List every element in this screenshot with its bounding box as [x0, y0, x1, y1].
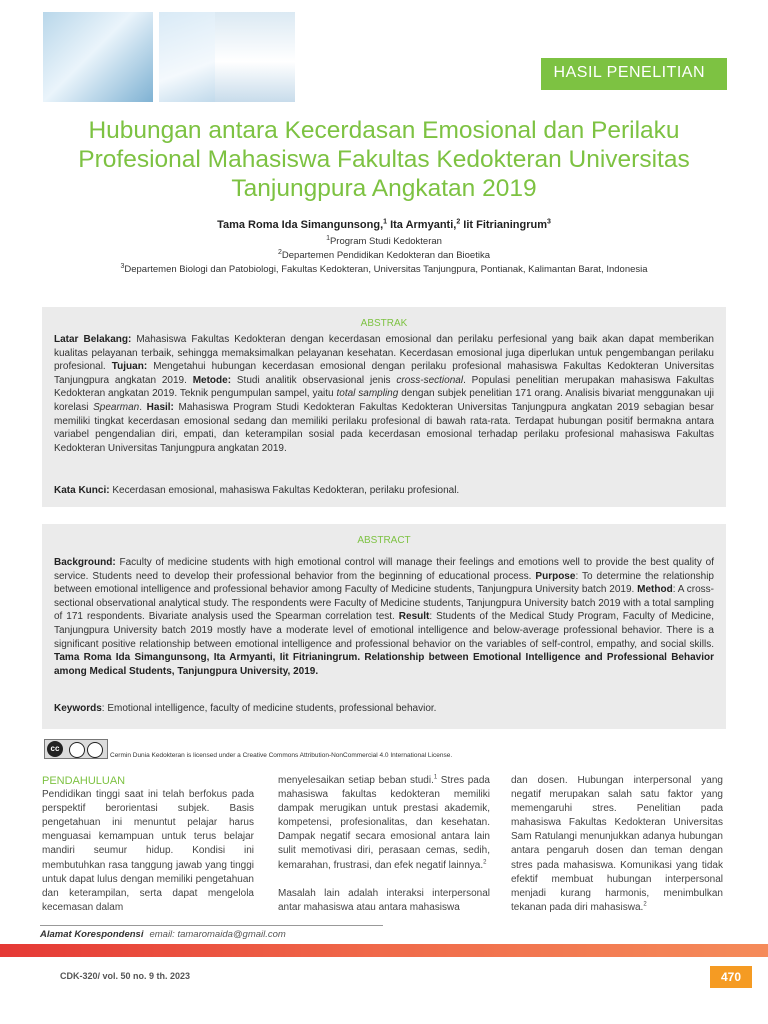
author-2: Ita Armyanti,	[387, 219, 457, 231]
abstrak-keywords: Kata Kunci: Kecerdasan emosional, mahasiswa Fakultas Kedokteran, perilaku profesional.	[54, 485, 460, 496]
header-photo-scientist	[43, 12, 153, 102]
abstract-heading: ABSTRACT	[357, 535, 411, 546]
author-list: Tama Roma Ida Simangunsong,$^1$ Ita Armyanti,$^2$ Iit Fitrianingrum$^3$	[217, 218, 551, 231]
cc-license-badge[interactable]	[44, 739, 108, 759]
noncommercial-icon	[87, 742, 103, 758]
cc-icon: cc	[47, 741, 63, 757]
correspondence-label: Alamat Korespondensi	[40, 929, 144, 940]
license-text: Cermin Dunia Kedokteran is licensed under a Creative Commons Attribution-NonCommercial 4.0 International License.	[110, 752, 453, 759]
abstrak-body	[54, 333, 714, 455]
affiliation-2: $^2$Departemen Pendidikan Kedokteran dan Bioetika	[278, 248, 490, 261]
correspondence-divider	[40, 925, 383, 926]
page-number: 470	[710, 966, 752, 988]
affiliation-3: $^3$Departemen Biologi dan Patobiologi, Fakultas Kedokteran, Universitas Tanjungpura, Pontianak, Kalimantan Barat, Indonesia	[120, 262, 648, 275]
body-column-3	[511, 774, 723, 915]
abstrak-box	[42, 307, 726, 507]
abstract-box	[42, 524, 726, 729]
body-column-2	[278, 774, 490, 915]
section-heading: PENDAHULUAN	[42, 775, 126, 787]
section-label: HASIL PENELITIAN	[553, 64, 705, 81]
correspondence	[40, 929, 286, 940]
body-paragraph: dan dosen. Hubungan interpersonal yang negatif merupakan salah satu faktor yang memengaruhi stres. Penelitian pada mahasiswa Fakultas Kedokteran Universitas Sam Ratulangi menunjukkan adanya hubungan antara pengaruh dosen dan teman dengan stres pada mahasiswa. Komunikasi yang tidak efektif membuat hubungan interpersonal menjadi kurang harmonis, menimbulkan tekanan pada diri mahasiswa.$^2$	[511, 775, 723, 913]
body-paragraph: menyelesaikan setiap beban studi.$^1$ Stres pada mahasiswa fakultas kedokteran memiliki dampak merugikan untuk prestasi akademik, kompetensi, profesionalitas, dan kesehatan. Dampak negatif secara emosional antara lain sulit memotivasi diri, perasaan cemas, sedih, kemarahan, frustrasi, dan efek negatif lainnya.$^2$	[278, 774, 490, 871]
footer-color-strip	[0, 944, 768, 957]
abstrak-heading: ABSTRAK	[360, 318, 408, 329]
body-paragraph: Masalah lain adalah interaksi interpersonal antar mahasiswa atau antara mahasiswa	[278, 887, 490, 913]
body-column-1	[42, 774, 254, 915]
abstract-keywords: Keywords: Emotional intelligence, faculty of medicine students, professional behavior.	[54, 703, 437, 714]
section-banner	[541, 58, 727, 90]
abstract-paragraph: Background: Faculty of medicine students with high emotional control will manage their feelings and emotions well to provide the best quality of service. Students need to develop their professional behavior from the beginning of educational process. Purpose: To determine the relationship between emotional intelligence and professional behavior among Faculty of Medicine students, Tanjungpura University batch 2019. Method: A cross-sectional observational analytical study. The respondents were Faculty of Medicine students, Tanjungpura University batch 2019 with a total sampling of 171 respondents. Bivariate analysis used the Spearman correlation test. Result: Students of the Medical Study Program, Faculty of Medicine, Tanjungpura University batch 2019 mostly have a moderate level of emotional intelligence and below-average professional behavior. There is a significant positive relationship between emotional intelligence and professional behavior on the variables of self-control, empathy, and social skills. Tama Roma Ida Simangunsong, Ita Armyanti, Iit Fitrianingrum. Relationship between Emotional Intelligence and Professional Behavior among Medical Students, Tanjungpura University, 2019.	[54, 557, 715, 677]
abstrak-paragraph: Latar Belakang: Mahasiswa Fakultas Kedokteran dengan kecerdasan emosional dan perilaku perfesional yang baik akan dapat memberikan kualitas pelayanan terbaik, sehingga memaksimalkan pelayanan kesehatan. Kecerdasan emosional juga diperlukan untuk pengembangan perilaku profesional. Tujuan: Mengetahui hubungan kecerdasan emosional dengan perilaku profesional mahasiswa Fakultas Kedokteran Universitas Tanjungpura angkatan 2019. Metode: Studi analitik observasional jenis cross-sectional. Populasi penelitian merupakan mahasiswa Fakultas Kedokteran angkatan 2019. Teknik pengumpulan sampel, yaitu total sampling dengan subjek penelitian 171 orang. Analisis bivariat menggunakan uji korelasi Spearman. Hasil: Mahasiswa Program Studi Kedokteran Fakultas Kedokteran Universitas Tanjungpura angkatan 2019 sebagian besar memiliki tingkat kecerdasan emosional sedang dan memiliki perilaku profesional di bawah rata-rata. Terdapat hubungan positif bermakna antara variabel pengendalian diri, empati, dan keterampilan sosial pada kecerdasan emosional terhadap perilaku profesional mahasiswa Fakultas Kedokteran Universitas Tanjungpura angkatan 2019.	[54, 334, 715, 454]
article-title: Hubungan antara Kecerdasan Emosional dan Perilaku Profesional Mahasiswa Fakultas Kedokteran Universitas Tanjungpura Angkatan 2019	[78, 117, 690, 202]
body-paragraph: Pendidikan tinggi saat ini telah berfokus pada perspektif berorientasi subjek. Basis pengetahuan ini menuntut pelajar harus menguasai kemampuan untuk terus belajar mandiri seumur hidup. Kondisi ini membutuhkan rasa tanggung jawab yang tinggi untuk dapat lulus dengan memiliki pengetahuan dan keterampilan, serta dapat mengelola kecemasan dalam	[42, 789, 254, 913]
citation: Tama Roma Ida Simangunsong, Ita Armyanti, Iit Fitrianingrum. Relationship between Emotional Intelligence and Professional Behavior among Medical Students, Tanjungpura University, 2019.	[54, 652, 714, 677]
journal-issue: CDK-320/ vol. 50 no. 9 th. 2023	[60, 971, 191, 981]
author-3: Iit Fitrianingrum	[460, 219, 547, 231]
header-photo-microscope	[215, 12, 295, 102]
abstract-body	[54, 556, 714, 678]
author-1: Tama Roma Ida Simangunsong,	[217, 219, 384, 231]
correspondence-email[interactable]: email: tamaromaida@gmail.com	[149, 929, 286, 940]
attribution-icon	[69, 742, 85, 758]
affiliation-1: $^1$Program Studi Kedokteran	[326, 234, 442, 247]
